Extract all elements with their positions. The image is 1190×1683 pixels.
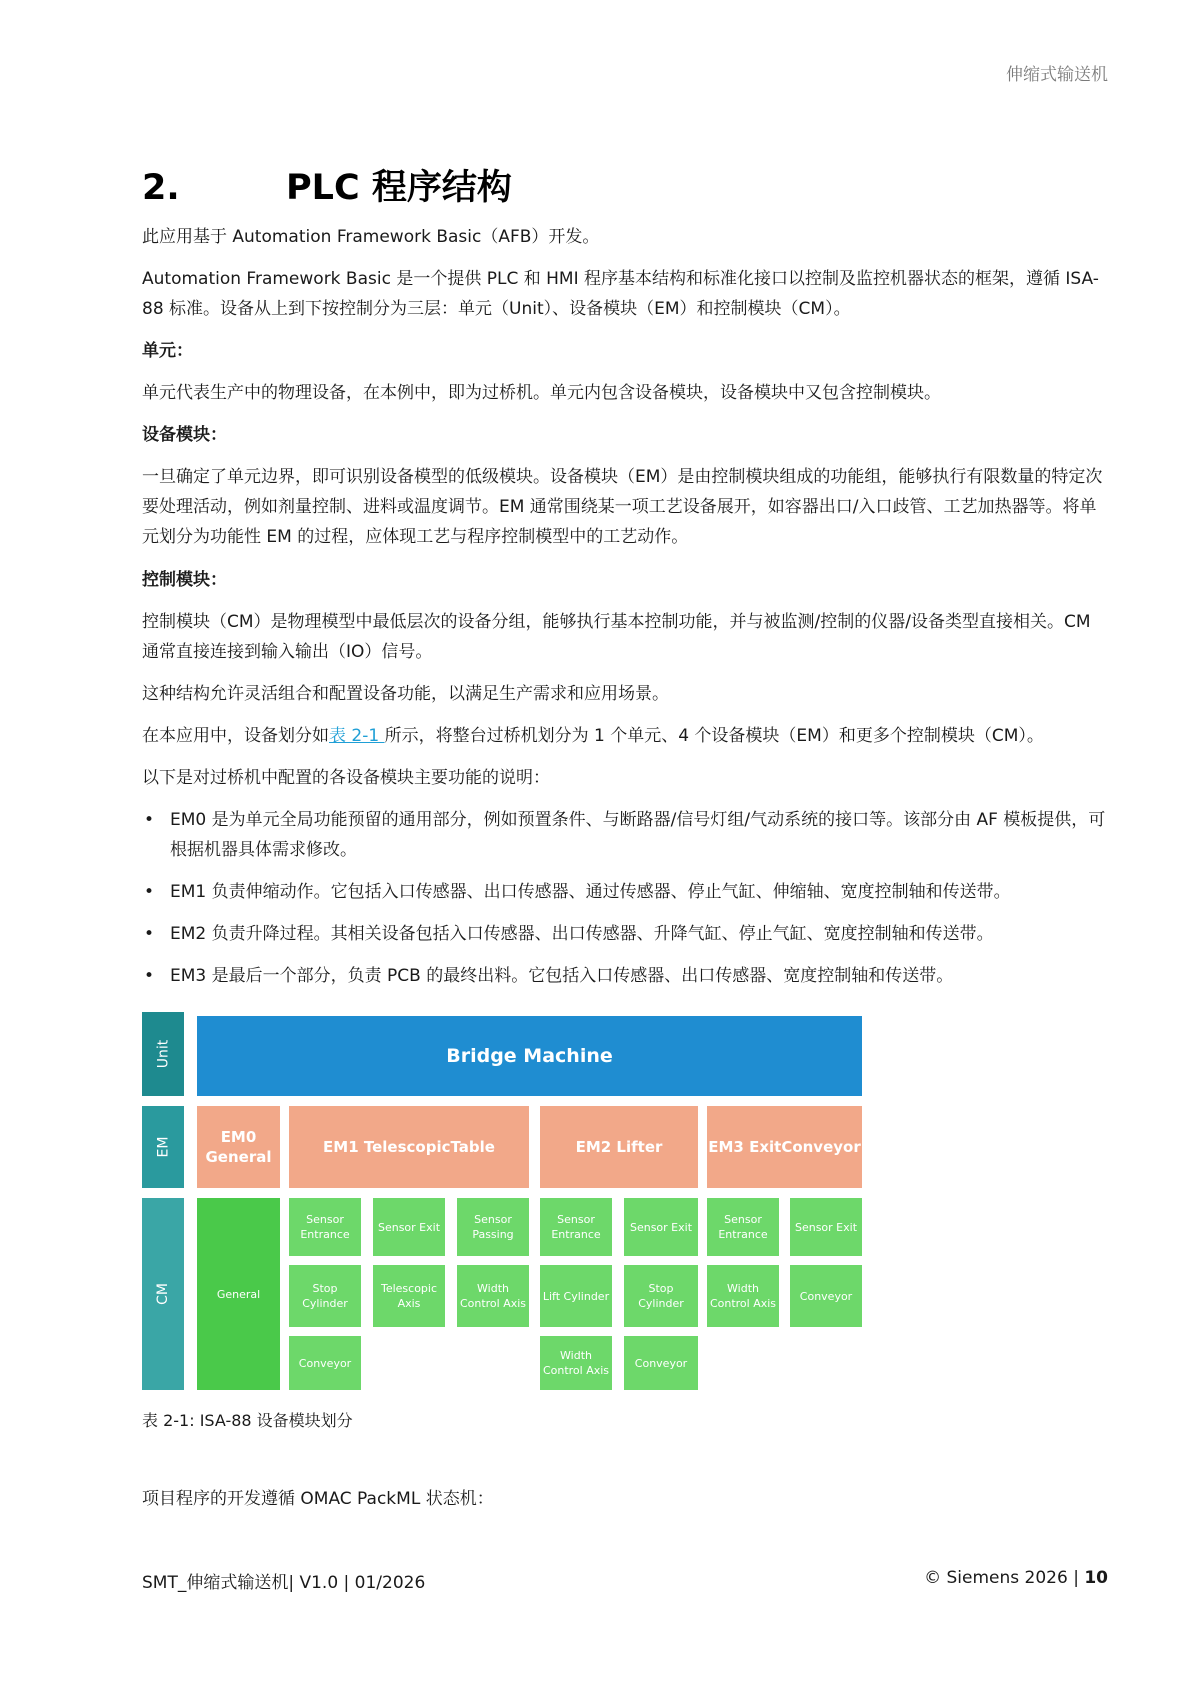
bullet-dot: • [144,882,155,902]
list-item-text: EM2 负责升降过程。其相关设备包括入口传感器、出口传感器、升降气缸、停止气缸、宽度控制轴和传送带。 [170,924,994,944]
cm-em2-conveyor: Conveyor [624,1336,698,1390]
subheading-unit: 单元： [142,341,193,361]
cm-em1-sensor-exit: Sensor Exit [373,1198,445,1256]
cm-em2-sensor-exit: Sensor Exit [624,1198,698,1256]
list-item-text: EM1 负责伸缩动作。它包括入口传感器、出口传感器、通过传感器、停止气缸、伸缩轴、宽度控制轴和传送带。 [170,882,1011,902]
em0-general [197,1106,280,1188]
paragraph-intro: 此应用基于 Automation Framework Basic（AFB）开发。 [142,227,600,247]
side-label-cm-text: CM [154,1283,171,1305]
section-number: 2. [142,168,180,208]
cm-em1-telescopic-axis: Telescopic Axis [373,1265,445,1327]
em1-telescopic-table: EM1 TelescopicTable [289,1106,529,1188]
cm-general: General [197,1198,280,1390]
cm-em2-sensor-entrance: Sensor Entrance [540,1198,612,1256]
paragraph-cm: 控制模块（CM）是物理模型中最低层次的设备分组，能够执行基本控制功能，并与被监测/控制的仪器/设备类型直接相关。CM 通常直接连接到输入输出（IO）信号。 [142,612,1091,662]
paragraph-unit: 单元代表生产中的物理设备，在本例中，即为过桥机。单元内包含设备模块，设备模块中又包含控制模块。 [142,383,941,403]
list-item [142,919,1112,949]
cm-em2-width-control-axis: Width Control Axis [540,1336,612,1390]
footer-copyright [924,1568,1108,1588]
cm-em3-sensor-exit: Sensor Exit [790,1198,862,1256]
cm-em1-stop-cylinder: Stop Cylinder [289,1265,361,1327]
running-header: 伸缩式输送机 [1006,65,1108,85]
subheading-cm: 控制模块： [142,570,227,590]
cm-em2-lift-cylinder: Lift Cylinder [540,1265,612,1327]
side-label-unit [142,1012,184,1096]
side-label-em-text: EM [155,1136,171,1158]
bullet-dot: • [144,810,155,830]
em3-exit-conveyor: EM3 ExitConveyor [707,1106,862,1188]
paragraph-afb: Automation Framework Basic 是一个提供 PLC 和 HMI 程序基本结构和标准化接口以控制及监控机器状态的框架，遵循 ISA-88 标准。设备从上到下按控制分为三层：单元（Unit）、设备模块（EM）和控制模块（CM）。 [142,269,1099,319]
em0-sublabel: General [205,1148,272,1166]
paragraph-application [142,721,1112,751]
cm-em1-sensor-passing: Sensor Passing [457,1198,529,1256]
list-item-text: EM3 是最后一个部分，负责 PCB 的最终出料。它包括入口传感器、出口传感器、宽度控制轴和传送带。 [170,966,954,986]
cm-em2-stop-cylinder: Stop Cylinder [624,1265,698,1327]
side-label-cm [142,1198,184,1390]
side-label-unit-text: Unit [155,1039,171,1069]
paragraph-packml: 项目程序的开发遵循 OMAC PackML 状态机： [142,1489,494,1509]
page-number: 10 [1084,1568,1108,1588]
em2-lifter: EM2 Lifter [540,1106,698,1188]
isa88-module-diagram [142,1012,862,1390]
cm-em3-width-control-axis: Width Control Axis [707,1265,779,1327]
subheading-em: 设备模块： [142,425,227,445]
side-label-em [142,1106,184,1188]
footer-document-info: SMT_伸缩式输送机| V1.0 | 01/2026 [142,1573,426,1593]
em0-label: EM0 [220,1128,257,1146]
bullet-dot: • [144,966,155,986]
list-item [142,877,1112,907]
paragraph-flex: 这种结构允许灵活组合和配置设备功能，以满足生产需求和应用场景。 [142,684,669,704]
footer-copyright-text: © Siemens 2026 | [924,1568,1085,1588]
application-text-after: 所示，将整台过桥机划分为 1 个单元、4 个设备模块（EM）和更多个控制模块（CM）。 [384,726,1044,746]
figure-caption: 表 2-1: ISA-88 设备模块划分 [142,1411,353,1430]
paragraph-em: 一旦确定了单元边界，即可识别设备模型的低级模块。设备模块（EM）是由控制模块组成的功能组，能够执行有限数量的特定次要处理活动，例如剂量控制、进料或温度调节。EM 通常围绕某一项工艺设备展开，如容器出口/入口歧管、工艺加热器等。将单元划分为功能性 EM 的过程，应体现工艺与程序控制模型中的工艺动作。 [142,467,1103,547]
list-item [142,805,1112,865]
application-text-before: 在本应用中，设备划分如 [142,726,329,746]
unit-bridge-machine: Bridge Machine [197,1016,862,1096]
section-heading [142,160,512,210]
list-item [142,961,1112,991]
list-item-text: EM0 是为单元全局功能预留的通用部分，例如预置条件、与断路器/信号灯组/气动系统的接口等。该部分由 AF 模板提供，可根据机器具体需求修改。 [170,810,1106,860]
cm-em1-sensor-entrance: Sensor Entrance [289,1198,361,1256]
table-reference-link[interactable]: 表 2-1 [329,726,385,746]
section-title: PLC 程序结构 [286,168,512,208]
paragraph-list-intro: 以下是对过桥机中配置的各设备模块主要功能的说明： [142,768,550,788]
bullet-dot: • [144,924,155,944]
cm-em1-width-control-axis: Width Control Axis [457,1265,529,1327]
cm-em1-conveyor: Conveyor [289,1336,361,1390]
cm-em3-conveyor: Conveyor [790,1265,862,1327]
cm-em3-sensor-entrance: Sensor Entrance [707,1198,779,1256]
